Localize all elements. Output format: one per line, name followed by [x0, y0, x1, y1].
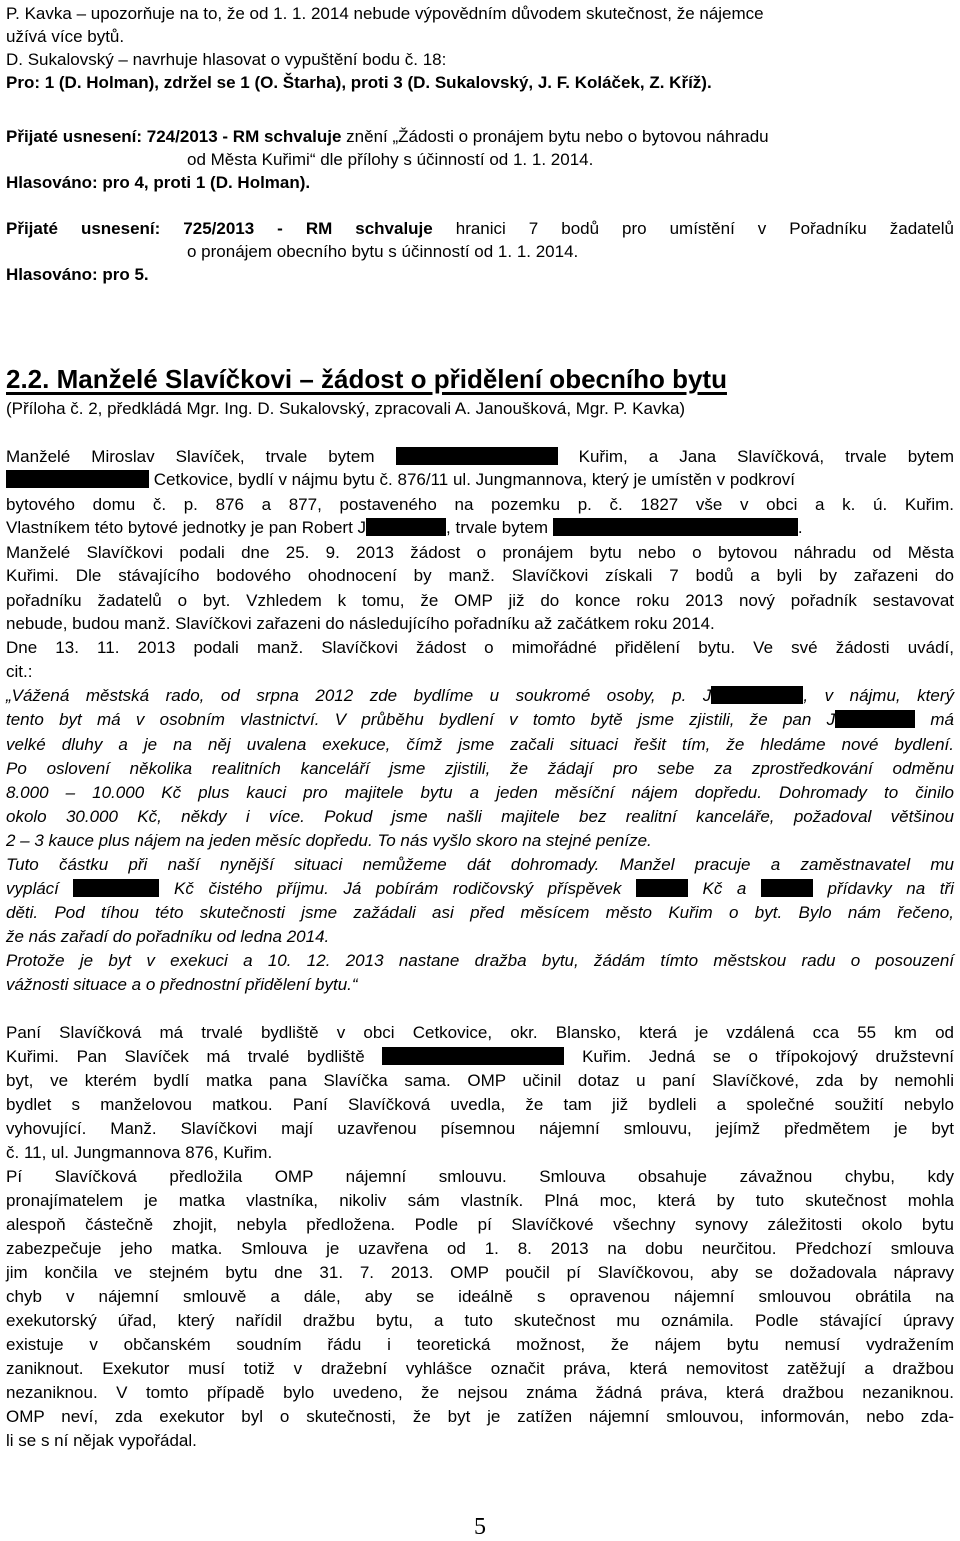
text-line: jim končila ve stejném bytu dne 31. 7. 2013. OMP poučil pí Slavíčkovou, aby se dožadovala nápravy [6, 1263, 954, 1282]
quote-line: velké dluhy a je na něj uvalena exekuce, čímž jsme začali situaci řešit tím, že hledáme nové bydlení. [6, 735, 954, 754]
redaction-block [835, 710, 915, 728]
text-line: OMP neví, zda exekutor byl o skutečnosti, že byt je zatížen nájemní smlouvou, informován, nebo zda- [6, 1407, 954, 1426]
text-line: exekutorský úřad, který nařídil dražbu bytu, a tuto skutečnost mu oznámila. Podle stávající úpravy [6, 1311, 954, 1330]
text-line: byt, ve kterém bydlí matka pana Slavíčka sama. OMP učinil dotaz u paní Slavíčkové, zda by nemohli [6, 1071, 954, 1090]
redaction-block [366, 518, 446, 536]
text-line: existuje v občanském soudním řádu i teoretická možnost, že nájem bytu nemusí vydražením [6, 1335, 954, 1354]
section-heading: 2.2. Manželé Slavíčkovi – žádost o přidělení obecního bytu [6, 364, 727, 394]
redaction-block [382, 1047, 564, 1065]
quote-line: okolo 30.000 Kč, někdy i více. Pokud jsme našli majitele bez realitní kanceláře, požadoval většinou [6, 807, 954, 826]
page-number: 5 [474, 1514, 486, 1540]
text-line: pořadníku žadatelů o byt. Vzhledem k tomu, že OMP již do konce roku 2013 nový pořadník sestavovat [6, 591, 954, 610]
text-line: P. Kavka – upozorňuje na to, že od 1. 1. 2014 nebude výpovědním důvodem skutečnost, že nájemce [6, 4, 764, 23]
redaction-block [711, 686, 803, 704]
quote-line: děti. Pod tíhou této skutečnosti jsme zažádali asi před měsícem město Kuřim o byt. Bylo nám řečeno, [6, 903, 954, 922]
quote-line: Tuto částku při naší nynější situaci nemůžeme dát dohromady. Manžel pracuje a zaměstnavatel mu [6, 855, 954, 874]
text-line: Pí Slavíčková předložila OMP nájemní smlouvu. Smlouva obsahuje závažnou chybu, kdy [6, 1167, 954, 1186]
text-line: cit.: [6, 662, 33, 681]
text-line: Vlastníkem této bytové jednotky je pan Robert J , trvale bytem . [6, 518, 803, 537]
text-line: Manželé Miroslav Slavíček, trvale bytem Kuřim, a Jana Slavíčková, trvale bytem [6, 447, 954, 466]
text-line: zabezpečuje jeho matka. Smlouva je uzavřena od 1. 8. 2013 na dobu neurčitou. Předchozí smlouva [6, 1239, 954, 1258]
redaction-block [761, 879, 813, 897]
text-line: chyb v nájemní smlouvě a dále, aby se ideálně s opravenou nájemní smlouvou obrátila na [6, 1287, 954, 1306]
text-line: Kuřimi. Dle stávajícího bodového ohodnocení by manž. Slavíčkovi získali 7 bodů a byli by zařazeni do [6, 566, 954, 585]
resolution-724 [6, 125, 769, 148]
text-line: užívá více bytů. [6, 27, 125, 46]
resolution-text-cont: od Města Kuřimi“ dle přílohy s účinností od 1. 1. 2014. [187, 150, 594, 169]
vote-line: Hlasováno: pro 4, proti 1 (D. Holman). [6, 173, 311, 192]
redaction-block [553, 518, 798, 536]
text-line: Cetkovice, bydlí v nájmu bytu č. 876/11 ul. Jungmannova, který je umístěn v podkroví [6, 468, 795, 491]
quote-line: vyplácí Kč čistého příjmu. Já pobírám rodičovský příspěvek Kč a přídavky na tři [6, 879, 954, 898]
text-line: alespoň částečně zhojit, nebyla předložena. Podle pí Slavíčkové všechny synovy záležitosti okolo bytu [6, 1215, 954, 1234]
text-line: Paní Slavíčková má trvalé bydliště v obci Cetkovice, okr. Blansko, která je vzdálená cca 55 km od [6, 1023, 954, 1042]
text-line: D. Sukalovský – navrhuje hlasovat o vypuštění bodu č. 18: [6, 50, 447, 69]
quote-line: že nás zařadí do pořadníku od ledna 2014. [6, 927, 330, 946]
resolution-text: hranici 7 bodů pro umístění v Pořadníku žadatelů [432, 219, 955, 238]
quote-line: 8.000 – 10.000 Kč plus kauci pro majitele bytu a jeden měsíční nájem dopředu. Dohromady to činilo [6, 783, 954, 802]
text-line: li se s ní nějak vypořádal. [6, 1431, 197, 1450]
text-line: vyhovující. Manž. Slavíčkovi mají uzavřenou písemnou nájemní smlouvu, jejímž předmětem je byt [6, 1119, 954, 1138]
text-line: nezaniknou. V tomto případě bylo uvedeno, že nejsou známa žádná práva, která dražbou nezaniknou. [6, 1383, 954, 1402]
text-line: Dne 13. 11. 2013 podali manž. Slavíčkovi žádost o mimořádné přidělení bytu. Ve své žádosti uvádí, [6, 638, 954, 657]
text-line: nebude, budou manž. Slavíčkovi zařazeni do následujícího pořadníku až začátkem roku 2014. [6, 614, 715, 633]
resolution-text-cont: o pronájem obecního bytu s účinností od 1. 1. 2014. [187, 242, 579, 261]
resolution-label: Přijaté usnesení: 724/2013 - RM schvaluje [6, 127, 342, 146]
redaction-block [6, 470, 149, 488]
vote-line: Hlasováno: pro 5. [6, 265, 149, 284]
vote-line: Pro: 1 (D. Holman), zdržel se 1 (O. Štarha), proti 3 (D. Sukalovský, J. F. Koláček, Z. Kříž). [6, 73, 712, 92]
resolution-text: znění „Žádosti o pronájem bytu nebo o bytovou náhradu [341, 127, 769, 146]
quote-line: Protože je byt v exekuci a 10. 12. 2013 nastane dražba bytu, žádám tímto městskou radu o posouzení [6, 951, 954, 970]
quote-line: „Vážená městská rado, od srpna 2012 zde bydlíme u soukromé osoby, p. J , v nájmu, který [6, 686, 954, 705]
text-line: pronajímatelem je matka vlastníka, nikoliv sám vlastník. Plná moc, která by tuto skutečnost mohla [6, 1191, 954, 1210]
text-line: bydlet s manželovou matkou. Paní Slavíčková uvedla, že tam již bydleli a společné soužití nebylo [6, 1095, 954, 1114]
quote-line: vážnosti situace a o přednostní přidělení bytu.“ [6, 975, 358, 994]
redaction-block [396, 447, 558, 465]
redaction-block [636, 879, 688, 897]
text-line: Manželé Slavíčkovi podali dne 25. 9. 2013 žádost o pronájem bytu nebo o bytovou náhradu od Města [6, 543, 954, 562]
resolution-725 [6, 217, 954, 240]
text-line: Kuřimi. Pan Slavíček má trvalé bydliště Kuřim. Jedná se o třípokojový družstevní [6, 1047, 954, 1066]
quote-line: Po oslovení několika realitních kanceláří jsme zjistili, že žádají pro sebe za zprostředkování odměnu [6, 759, 954, 778]
redaction-block [73, 879, 159, 897]
quote-line: tento byt má v osobním vlastnictví. V průběhu bydlení v tomto bytě jsme zjistili, že pan J má [6, 710, 954, 729]
section-subtitle: (Příloha č. 2, předkládá Mgr. Ing. D. Sukalovský, zpracovali A. Janoušková, Mgr. P. Kavka) [6, 399, 686, 418]
resolution-label: Přijaté usnesení: 725/2013 - RM schvaluje [6, 219, 433, 238]
text-line: č. 11, ul. Jungmannova 876, Kuřim. [6, 1143, 273, 1162]
text-line: bytového domu č. p. 876 a 877, postaveného na pozemku p. č. 1827 vše v obci a k. ú. Kuřim. [6, 495, 954, 514]
quote-line: 2 – 3 kauce plus nájem na jeden měsíc dopředu. To nás vyšlo skoro na stejné peníze. [6, 831, 652, 850]
text-line: zaniknout. Exekutor musí totiž v dražební vyhlášce označit práva, která nemovitost zatěžují a dražbou [6, 1359, 954, 1378]
